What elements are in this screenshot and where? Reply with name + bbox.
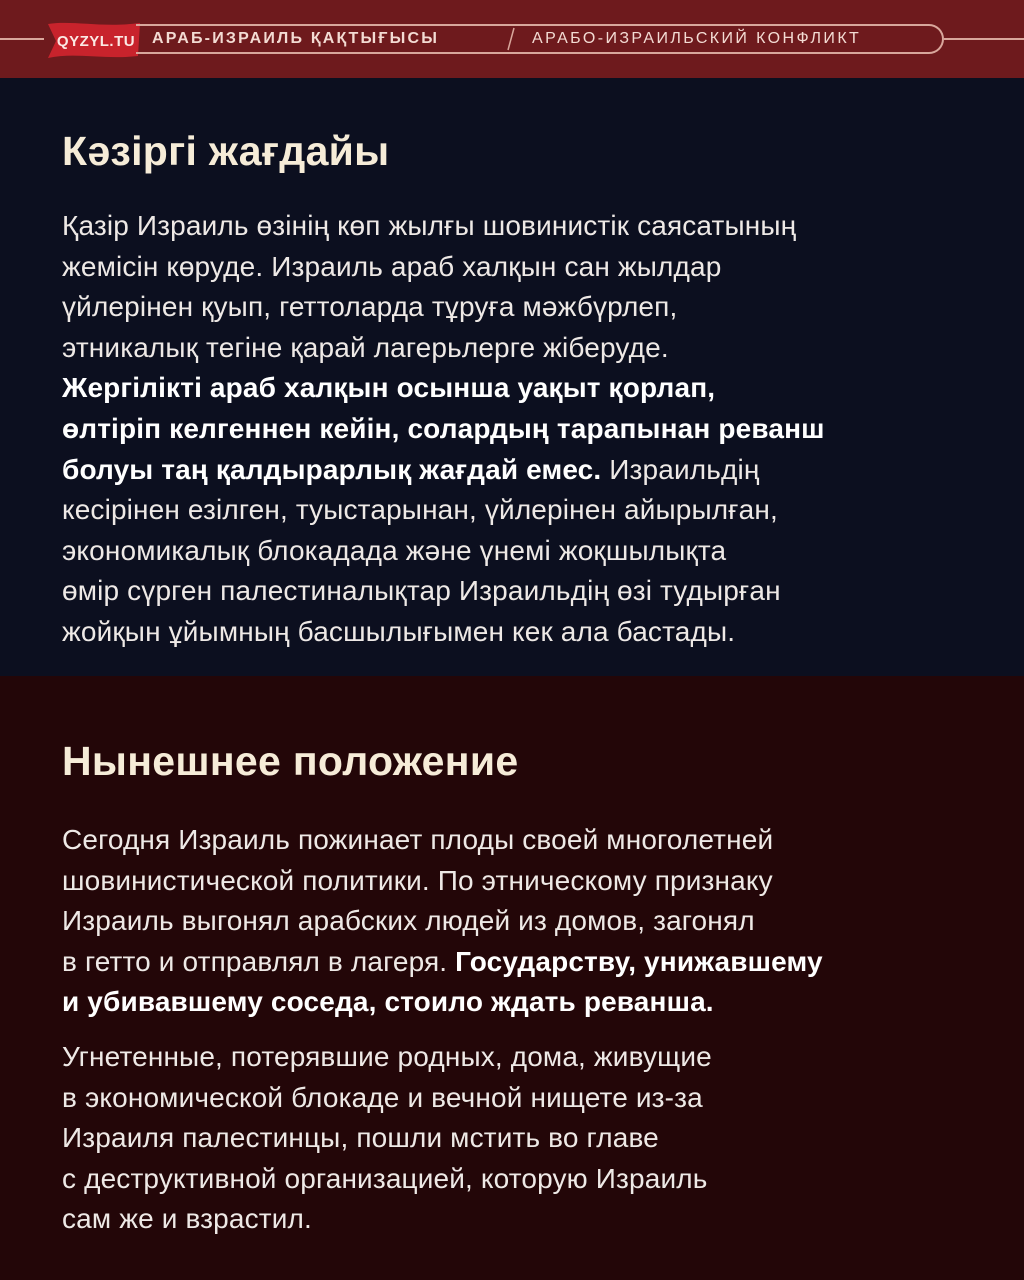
paragraph-kz: Қазір Израиль өзінің көп жылғы шовинистік саясатының жемісін көруде. Израиль араб халқын сан жылдар үйлерінен қуып, геттоларда тұруға мәжбүрлеп, этникалық тегіне қарай лагерьлерге жіберуде. Жергілікті араб халқын осынша уақыт қорлап, өлтіріп келгеннен кейін, солардың тарапынан реванш болуы таң қалдырарлық жағдай емес. Израильдің кесірінен езілген, туыстарынан, үйлерінен айырылған, экономикалық блокадада және үнемі жоқшылықта өмір сүрген палестиналықтар Израильдің өзі тудырған жойқын ұйымның басшылығымен кек ала бастады. (62, 210, 825, 647)
nav-link-ru[interactable]: АРАБО-ИЗРАИЛЬСКИЙ КОНФЛИКТ (532, 30, 862, 47)
bold-statement-ru: Государству, унижавшему (447, 945, 823, 977)
section-kazakh (0, 78, 1024, 676)
bold-statement-kz: Жергілікті араб халқын осынша уақыт қорлап, (62, 372, 716, 404)
header-bar (0, 0, 1024, 78)
slash-divider-icon (505, 26, 517, 52)
nav-link-kz[interactable]: АРАБ-ИЗРАИЛЬ ҚАҚТЫҒЫСЫ (152, 30, 440, 47)
logo-text: QYZYL.TU (56, 33, 136, 50)
section-russian (0, 676, 1024, 1280)
qyzyl-logo[interactable] (42, 18, 144, 62)
paragraph-ru-1: Сегодня Израиль пожинает плоды своей многолетней шовинистической политики. По этническому признаку Израиль выгонял арабских людей из домов, загонял в гетто и отправлял в лагеря. Государству, унижавшему и убивавшему соседа, стоило ждать реванша. (62, 824, 823, 1018)
header-rule-right (944, 38, 1024, 40)
header-rule-left (0, 38, 44, 40)
section-title-ru: Нынешнее положение (62, 738, 519, 784)
flag-logo-icon (42, 18, 144, 62)
section-title-kz: Кәзіргі жағдайы (62, 128, 390, 174)
paragraph-ru-2: Угнетенные, потерявшие родных, дома, живущие в экономической блокаде и вечной нищете из-за Израиля палестинцы, пошли мстить во главе с деструктивной организацией, которую Израиль сам же и взрастил. (62, 1040, 712, 1235)
